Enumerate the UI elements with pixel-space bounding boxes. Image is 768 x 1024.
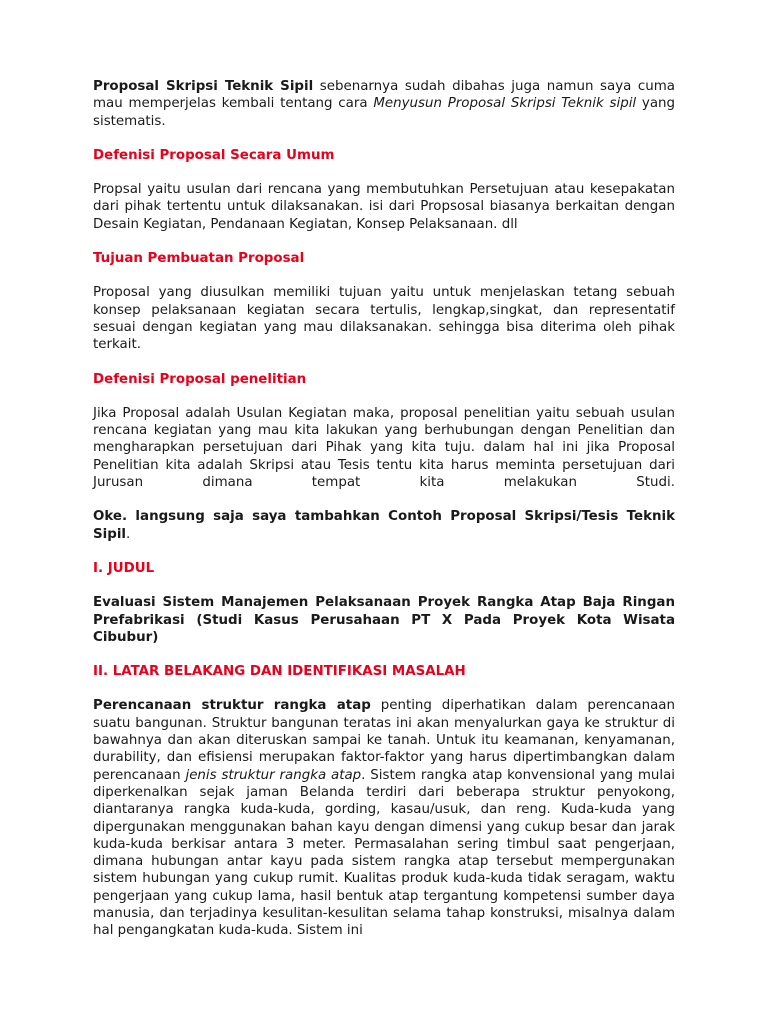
judul-title-text: Evaluasi Sistem Manajemen Pelaksanaan Proyek Rangka Atap Baja Ringan Prefabrikasi (Studi Kasus Perusahaan PT X Pada Proyek Kota Wisata Cibubur)	[93, 595, 675, 645]
judul-title	[93, 594, 675, 646]
latar-text-1: penting diperhatikan dalam perencanaan suatu bangunan. Struktur bangunan teratas ini akan menyalurkan gaya ke struktur di bawahnya dan akan diteruskan sampai ke tanah. Untuk itu keamanan, kenyamanan, durability, dan efisiensi merupakan faktor-faktor yang harus dipertimbangkan dalam perencanaan	[93, 698, 676, 783]
paragraph-tujuan: Proposal yang diusulkan memiliki tujuan yaitu untuk menjelaskan tetang sebuah konsep pelaksanaan kegiatan secara tertulis, lengkap,singkat, dan representatif sesuai dengan kegiatan yang mau dilaksanakan. sehingga bisa diterima oleh pihak terkait.	[93, 285, 675, 353]
oke-paragraph	[93, 508, 675, 543]
paragraph-definisi-umum: Propsal yaitu usulan dari rencana yang membutuhkan Persetujuan atau kesepakatan dari pihak tertentu untuk dilaksanakan. isi dari Propsosal biasanya berkaitan dengan Desain Kegiatan, Pendanaan Kegiatan, Konsep Pelaksanaan. dll	[93, 182, 675, 232]
oke-bold: Oke. langsung saja saya tambahkan Contoh Proposal Skripsi/Tesis Teknik Sipil	[93, 509, 675, 542]
heading-tujuan: Tujuan Pembuatan Proposal	[93, 251, 305, 267]
oke-tail: .	[126, 526, 131, 542]
latar-text-2: . Sistem rangka atap konvensional yang mulai diperkenalkan sejak jaman Belanda terdiri dari beberapa struktur penyokong, diantaranya rangka kuda-kuda, gording, kasau/usuk, dan reng. Kuda-kuda yang dipergunakan menggunakan bahan kayu dengan dimensi yang cukup besar dan jarak kuda-kuda berkisar antara 3 meter. Permasalahan sering timbul saat pengerjaan, dimana hubungan antar kayu pada sistem rangka atap tersebut mempergunakan sistem hubungan yang cukup rumit. Kualitas produk kuda-kuda tidak seragam, waktu pengerjaan yang cukup lama, hasil bentuk atap tergantung kompetensi sumber daya manusia, dan terjadinya kesulitan-kesulitan selama tahap konstruksi, misalnya dalam hal pengangkatan kuda-kuda. Sistem ini	[93, 767, 675, 939]
paragraph-definisi-penelitian: Jika Proposal adalah Usulan Kegiatan maka, proposal penelitian yaitu sebuah usulan rencana kegiatan yang mau kita lakukan yang berhubungan dengan Penelitian dan mengharapkan persetujuan dari Pihak yang kita tuju. dalam hal ini jika Proposal Penelitian kita adalah Skripsi atau Tesis tentu kita harus meminta persetujuan dari Jurusan dimana tempat kita melakukan Studi.	[93, 405, 675, 491]
heading-latar-belakang: II. LATAR BELAKANG DAN IDENTIFIKASI MASALAH	[93, 664, 466, 680]
document-page	[93, 78, 675, 940]
intro-text-1: sebenarnya sudah dibahas juga namun saya cuma mau memperjelas kembali tentang cara	[93, 79, 675, 112]
paragraph-latar-belakang	[93, 697, 675, 939]
heading-definisi-penelitian: Defenisi Proposal penelitian	[93, 371, 307, 387]
heading-definisi-umum: Defenisi Proposal Secara Umum	[93, 147, 335, 163]
intro-text-2: yang sistematis.	[93, 96, 676, 129]
intro-paragraph	[93, 78, 675, 130]
latar-bold: Perencanaan struktur rangka atap	[93, 698, 371, 714]
latar-italic: jenis struktur rangka atap	[185, 767, 362, 783]
intro-italic: Menyusun Proposal Skripsi Teknik sipil	[373, 96, 637, 112]
heading-judul: I. JUDUL	[93, 560, 155, 576]
intro-bold: Proposal Skripsi Teknik Sipil	[93, 79, 314, 94]
